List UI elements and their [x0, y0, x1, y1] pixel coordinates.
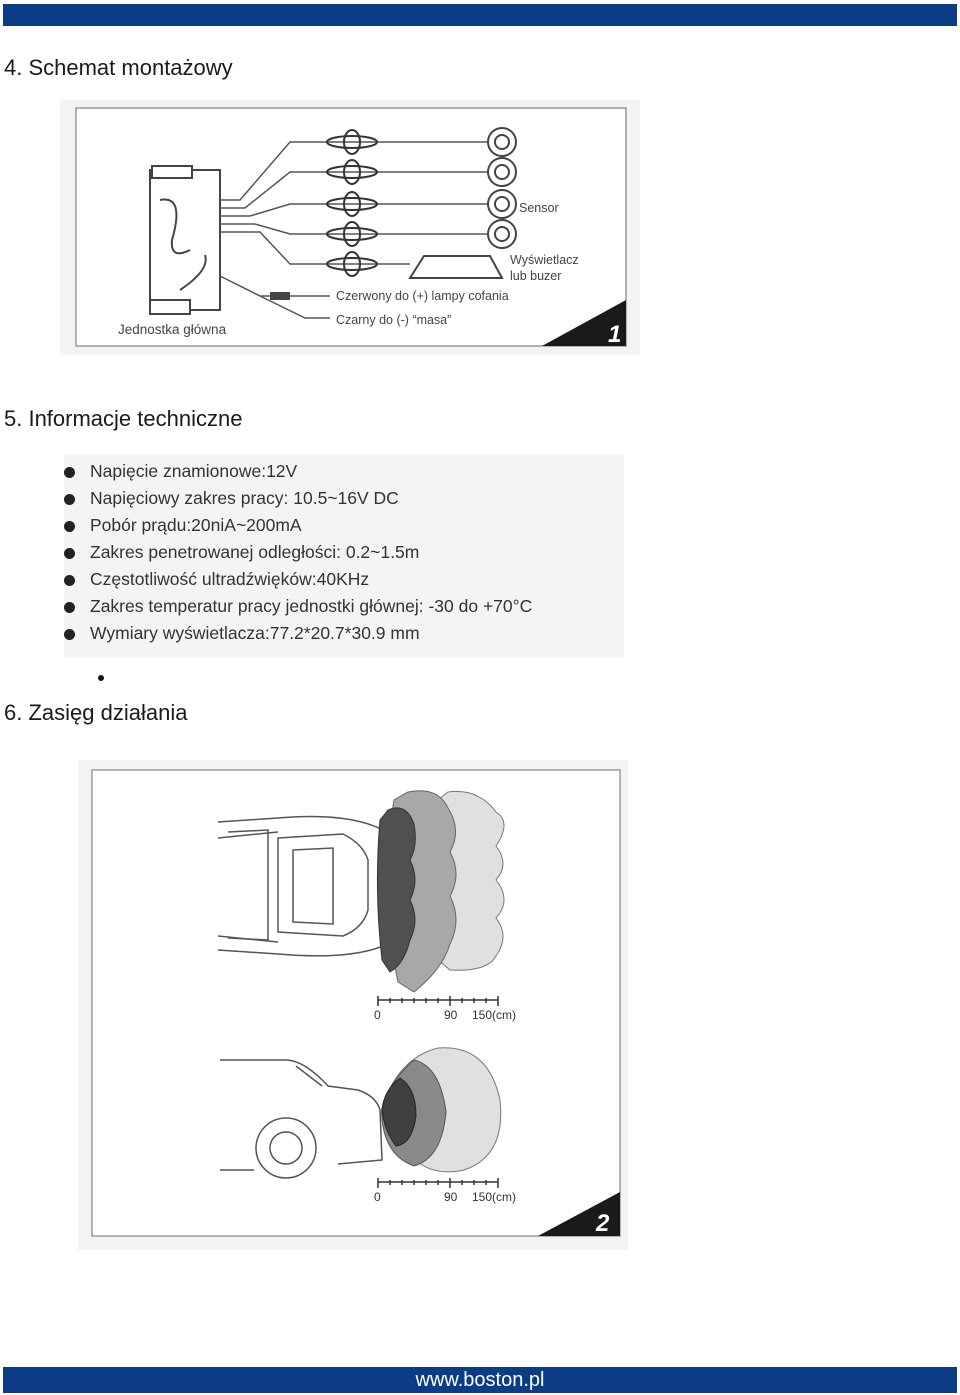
section-5-title: 5. Informacje techniczne	[4, 406, 243, 431]
spec-item	[90, 515, 302, 536]
display-label-line2: lub buzer	[510, 269, 562, 283]
spec-text: Napięcie znamionowe:12V	[90, 461, 298, 481]
bullet-icon	[64, 467, 75, 478]
figure-2-number: 2	[596, 1210, 610, 1237]
spec-item	[90, 488, 399, 509]
footer-url[interactable]: www.boston.pl	[415, 1368, 545, 1391]
installation-diagram	[60, 100, 640, 355]
spec-item	[90, 623, 420, 644]
detection-zones-top	[377, 791, 504, 992]
spec-text: Zakres temperatur pracy jednostki głównej: -30 do +70°C	[90, 596, 533, 616]
footer-bar	[3, 1367, 957, 1393]
scale-top-zero: 0	[374, 1008, 381, 1022]
bullet-icon	[64, 602, 75, 613]
main-unit-label: Jednostka główna	[118, 322, 227, 337]
scale-top-end: 150(cm)	[472, 1008, 517, 1022]
spec-text: Zakres penetrowanej odległości: 0.2~1.5m	[90, 542, 420, 562]
spec-item	[90, 596, 532, 617]
red-wire-label: Czerwony do (+) lampy cofania	[336, 289, 509, 303]
display-label-line1: Wyświetlacz	[510, 253, 579, 267]
bullet-icon	[64, 575, 75, 586]
scale-top-mid: 90	[444, 1008, 458, 1022]
sensor-label: Sensor	[519, 201, 559, 215]
display-unit	[410, 256, 502, 278]
figure-1-number: 1	[608, 321, 622, 348]
bullet-icon	[64, 629, 75, 640]
main-unit	[150, 166, 220, 314]
spec-item	[90, 461, 297, 482]
spec-text: Częstotliwość ultradźwięków:40KHz	[90, 569, 370, 589]
scale-bottom-end: 150(cm)	[472, 1190, 517, 1204]
bullet-icon	[64, 548, 75, 559]
bullet-icon	[64, 521, 75, 532]
black-wire-label: Czarny do (-) “masa”	[336, 313, 452, 327]
section-6-title: 6. Zasięg działania	[4, 700, 188, 725]
technical-specs-list	[64, 455, 624, 657]
spec-item	[90, 569, 369, 590]
bullet-icon	[64, 494, 75, 505]
scale-bottom-zero: 0	[374, 1190, 381, 1204]
empty-bullet-icon	[98, 675, 104, 681]
spec-text: Napięciowy zakres pracy: 10.5~16V DC	[90, 488, 399, 508]
section-4-title: 4. Schemat montażowy	[4, 55, 233, 80]
scale-bottom-mid: 90	[444, 1190, 458, 1204]
header-bar	[3, 4, 957, 26]
spec-item	[90, 542, 419, 563]
detection-range-diagram	[78, 760, 628, 1250]
spec-text: Wymiary wyświetlacza:77.2*20.7*30.9 mm	[90, 623, 420, 643]
spec-text: Pobór prądu:20niA~200mA	[90, 515, 302, 535]
